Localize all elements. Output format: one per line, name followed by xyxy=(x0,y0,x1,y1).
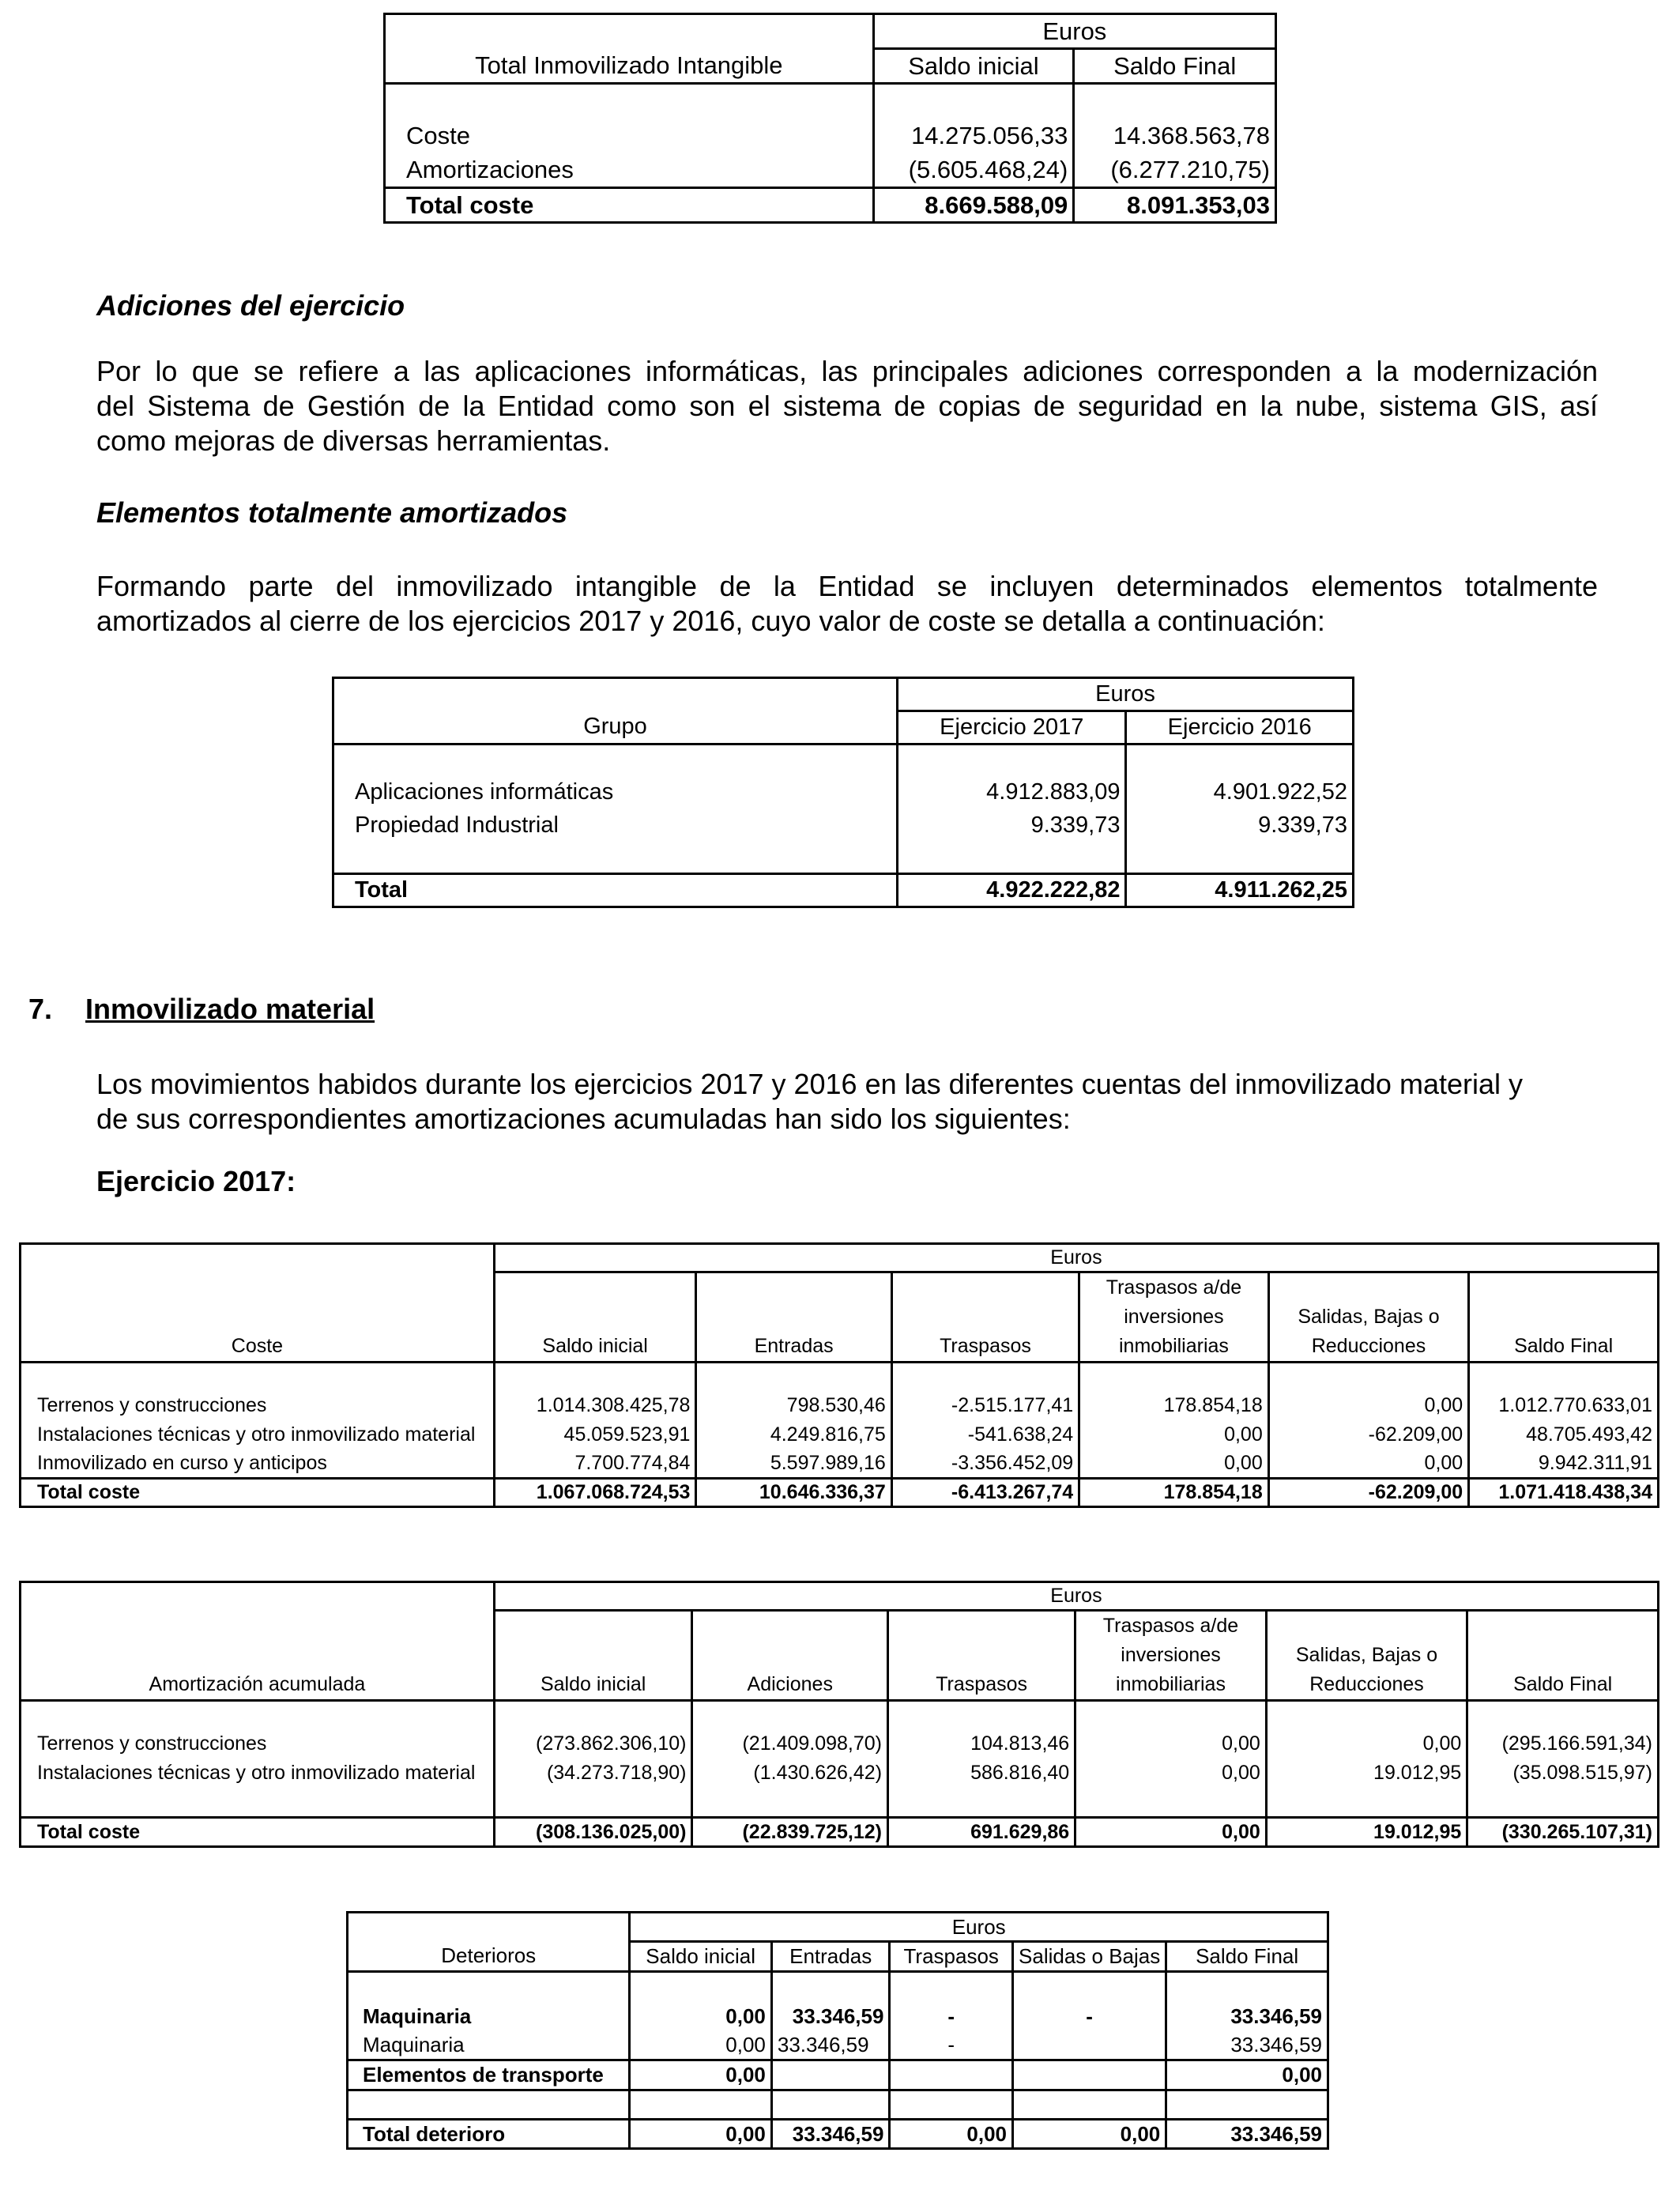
section-text: Los movimientos habidos durante los ejercicios 2017 y 2016 en las diferentes cuentas del inmovilizado material y de sus correspondientes amortizaciones acumuladas han sido los siguientes: xyxy=(96,1068,1523,1135)
col-2016: Ejercicio 2016 xyxy=(1126,711,1354,745)
table-row: Coste 14.275.056,33 14.368.563,78 xyxy=(385,119,1276,153)
amortized-table xyxy=(332,677,1354,908)
additions-text: Por lo que se refiere a las aplicaciones informáticas, las principales adiciones corresponden a la modernización del Sistema de Gestión de la Entidad como son el sistema de copias de seguridad en la nube, sistema GIS, así como mejoras de diversas herramientas. xyxy=(96,355,1598,457)
table-row: Terrenos y construcciones (273.862.306,10) (21.409.098,70) 104.813,46 0,00 0,00 (295.166.591,34) xyxy=(21,1729,1659,1759)
header-group: Euros xyxy=(630,1913,1328,1942)
col-label: Coste xyxy=(21,1333,495,1363)
table-row: Maquinaria 0,00 33.346,59 - - 33.346,59 xyxy=(348,2002,1328,2031)
table-row: Elementos de transporte 0,00 0,00 xyxy=(348,2060,1328,2090)
section-title: Inmovilizado material xyxy=(85,993,375,1025)
section-number: 7. xyxy=(28,993,53,1025)
table-row: Instalaciones técnicas y otro inmovilizado material 45.059.523,91 4.249.816,75 -541.638,24 0,00 -62.209,00 48.705.493,42 xyxy=(21,1420,1659,1449)
amortization-table: Euros Traspasos a/de inversiones Salidas, Bajas o Amortización acumulada Saldo inicial Adiciones Traspasos inmobiliarias Reducciones Saldo Final Terrenos y construcciones (273.862.306,10) (21.409.098,70) 104.813,46 0,00 0,00 (295.166.591,34) Instalaciones técnicas y otro inmovilizado material (34.273.718,90) (1.430.626,42) 586.816,40 0,00 19.012,95 (35.098.515,97) Total coste (308.136.025,00) (22.839.725,12) 691.629,86 0,00 19.012,95 (330.265.107,31) xyxy=(19,1581,1659,1848)
table-row: Inmovilizado en curso y anticipos 7.700.774,84 5.597.989,16 -3.356.452,09 0,00 0,00 9.942.311,91 xyxy=(21,1449,1659,1479)
table-row: Instalaciones técnicas y otro inmovilizado material (34.273.718,90) (1.430.626,42) 586.816,40 0,00 19.012,95 (35.098.515,97) xyxy=(21,1759,1659,1788)
col-label: Grupo xyxy=(333,711,898,745)
col-final: Saldo Final xyxy=(1074,49,1276,84)
table-row: Propiedad Industrial 9.339,73 9.339,73 xyxy=(333,809,1354,843)
total-row: Total deterioro 0,00 33.346,59 0,00 0,00 33.346,59 xyxy=(348,2120,1328,2149)
table-row: Maquinaria 0,00 33.346,59 - 33.346,59 xyxy=(348,2031,1328,2060)
cost-table: Euros Traspasos a/de inversiones Salidas, Bajas o Coste Saldo inicial Entradas Traspasos inmobiliarias Reducciones Saldo Final Terrenos y construcciones 1.014.308.425,78 798.530,46 -2.515.177,41 178.854,18 0,00 1.012.770.633,01 Instalaciones técnicas y otro inmovilizado material 45.059.523,91 4.249.816,75 -541.638,24 0,00 -62.209,00 48.705.493,42 Inmovilizado en curso y anticipos 7.700.774,84 5.597.989,16 -3.356.452,09 0,00 0,00 9.942.311,91 Total coste 1.067.068.724,53 10.646.336,37 -6.413.267,74 178.854,18 -62.209,00 1.071.418.438,34 xyxy=(19,1242,1659,1508)
table-row: Aplicaciones informáticas 4.912.883,09 4.901.922,52 xyxy=(333,776,1354,809)
col-label: Amortización acumulada xyxy=(21,1671,495,1701)
col-initial: Saldo inicial xyxy=(873,49,1074,84)
col-label: Deterioros xyxy=(348,1942,630,1972)
table-row: Terrenos y construcciones 1.014.308.425,78 798.530,46 -2.515.177,41 178.854,18 0,00 1.012.770.633,01 xyxy=(21,1391,1659,1420)
header-group: Euros xyxy=(873,14,1275,49)
header-group: Euros xyxy=(494,1582,1658,1611)
col-2017: Ejercicio 2017 xyxy=(898,711,1126,745)
impairment-table: Euros Deterioros Saldo inicial Entradas Traspasos Salidas o Bajas Saldo Final Maquinaria 0,00 33.346,59 - - 33.346,59 Maquinaria 0,00 33.346,59 - 33.346,59 Elementos de transporte 0,00 0,00 Total deterioro 0,00 33.346,59 0,00 0,00 33.346,59 xyxy=(346,1911,1329,2150)
intangible-table xyxy=(383,13,1277,224)
total-row: Total coste 8.669.588,09 8.091.353,03 xyxy=(385,188,1276,223)
amortized-text: Formando parte del inmovilizado intangible de la Entidad se incluyen determinados elementos totalmente amortizados al cierre de los ejercicios 2017 y 2016, cuyo valor de coste se detalla a continuación: xyxy=(96,570,1598,637)
additions-heading: Adiciones del ejercicio xyxy=(96,289,405,322)
total-row: Total coste (308.136.025,00) (22.839.725,12) 691.629,86 0,00 19.012,95 (330.265.107,31) xyxy=(21,1818,1659,1847)
total-row: Total coste 1.067.068.724,53 10.646.336,37 -6.413.267,74 178.854,18 -62.209,00 1.071.418.438,34 xyxy=(21,1479,1659,1507)
col-label: Total Inmovilizado Intangible xyxy=(385,49,874,84)
total-row: Total 4.922.222,82 4.911.262,25 xyxy=(333,874,1354,907)
subheading-2017: Ejercicio 2017: xyxy=(96,1165,296,1197)
header-group: Euros xyxy=(898,678,1354,711)
header-group: Euros xyxy=(494,1244,1658,1272)
amortized-heading: Elementos totalmente amortizados xyxy=(96,496,568,529)
table-row: Amortizaciones (5.605.468,24) (6.277.210,75) xyxy=(385,153,1276,188)
